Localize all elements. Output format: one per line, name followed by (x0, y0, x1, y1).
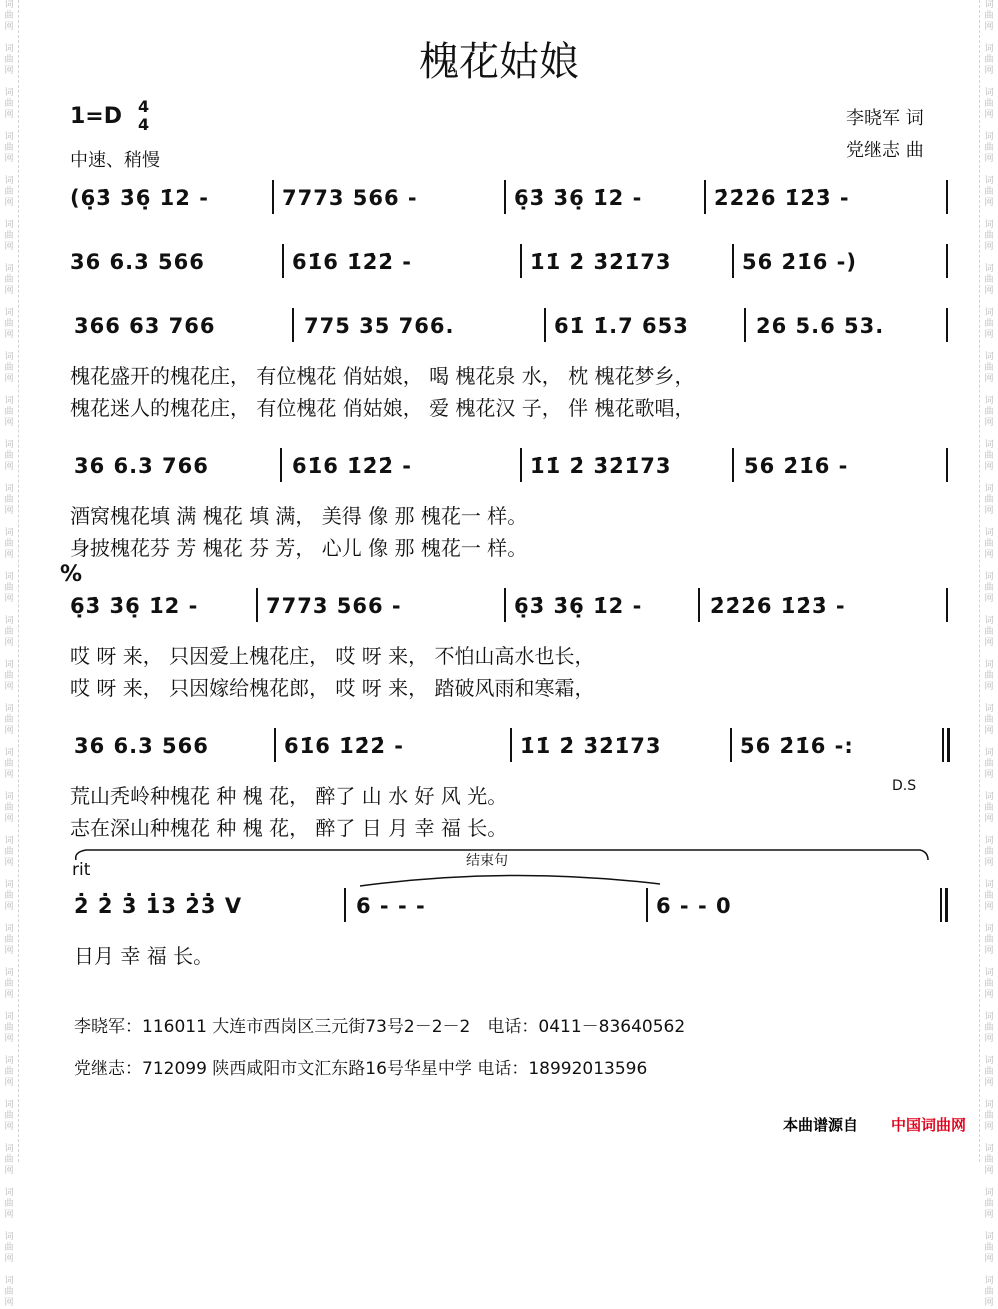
bar-line (940, 888, 942, 922)
measure: 61̇6 1̇2̇2̇ - (292, 250, 413, 274)
bar-line (744, 308, 746, 342)
measure: 26 5.6 53. (756, 314, 885, 338)
contact-composer: 党继志：712099 陕西咸阳市文汇东路16号华星中学 电话：18992013596 (74, 1059, 648, 1079)
measure: 2̇2̇2̇6 1̇2̇3̇ - (714, 186, 850, 210)
time-top: 4 (138, 97, 150, 116)
measure: 6̣3̇ 3̇6̣ 1̇2 - (70, 594, 199, 618)
lyricist-credit: 李晓军 词 (846, 108, 924, 129)
ending-slur (360, 875, 660, 886)
measure: 2̇2̇2̇6 1̇2̇3̇ - (710, 594, 846, 618)
bar-line (520, 448, 522, 482)
bar-line (504, 180, 506, 214)
final-bar-line (945, 888, 948, 922)
source-label: 本曲谱源自 (782, 1116, 858, 1134)
lyric-line: 酒窝槐花填 满 槐花 填 满， 美得 像 那 槐花一 样。 (70, 504, 528, 528)
bar-line (274, 728, 276, 762)
bar-line (282, 244, 284, 278)
measure: 1̇1̇ 2̇ 3̇2̇1̇73 (530, 250, 672, 274)
measure: 7773 566 - (282, 186, 418, 210)
bar-line (646, 888, 648, 922)
measure: 36 6.3 566 (70, 250, 205, 274)
bar-line (946, 180, 948, 214)
bar-line (704, 180, 706, 214)
lyric-line: 哎 呀 来， 只因嫁给槐花郎， 哎 呀 来， 踏破风雨和寒霜， (70, 676, 595, 700)
lyric-line: 槐花盛开的槐花庄， 有位槐花 俏姑娘， 喝 槐花泉 水， 枕 槐花梦乡， (70, 364, 695, 388)
source-site-link[interactable]: 中国词曲网 (890, 1116, 966, 1134)
measure: 56 2̇1̇6 - (744, 454, 849, 478)
bar-line (510, 728, 512, 762)
ds-marking: D.S (892, 778, 917, 794)
bar-line (272, 180, 274, 214)
lyric-line: 槐花迷人的槐花庄， 有位槐花 俏姑娘， 爱 槐花汉 子， 伴 槐花歌唱， (70, 396, 695, 420)
bar-line (256, 588, 258, 622)
bar-line (544, 308, 546, 342)
bar-line (292, 308, 294, 342)
bar-line (946, 588, 948, 622)
measure: 61̇6 1̇2̇2̇ - (284, 734, 405, 758)
segno-sign: % (60, 562, 83, 587)
ending-label: 结束句 (466, 853, 508, 869)
bar-line (732, 448, 734, 482)
bar-line (504, 588, 506, 622)
tempo-marking: 中速、稍慢 (70, 150, 160, 171)
measure: 56 2̇1̇6 -: (740, 734, 854, 758)
measure: 36 6.3 566 (74, 734, 209, 758)
bar-line (946, 244, 948, 278)
contact-lyricist: 李晓军：116011 大连市西岗区三元街73号2－2－2 电话：0411－83640562 (74, 1017, 686, 1037)
composer-credit: 党继志 曲 (846, 140, 924, 161)
bar-line (280, 448, 282, 482)
measure: 366 63 766 (74, 314, 216, 338)
measure: 2̇ 2̇ 3̇ 1̇3 2̇3̇ V (74, 894, 243, 918)
measure: 61̇6 1̇2̇2̇ - (292, 454, 413, 478)
measure: 6 - - - (356, 894, 426, 918)
time-bottom: 4 (138, 115, 150, 134)
left-watermark-strip: 词 曲 网 词 曲 网 词 曲 网 词 曲 网 词 曲 网 词 曲 网 词 曲 网 词 曲 网 词 曲 网 词 曲 网 词 曲 网 词 曲 网 词 曲 网 词 曲 网 词 曲 网 词 曲 网 词 曲 网 词 曲 网 词 曲 网 词 曲 网 词 曲 网 词 曲 网 词 曲 网 词 曲 网 词 曲 网 词 曲 网 词 曲 网 词 曲 网 词 曲 网 词 曲 网 (0, 0, 19, 1162)
measure: 1̇1̇ 2̇ 3̇2̇1̇73 (520, 734, 662, 758)
lyric-line: 荒山秃岭种槐花 种 槐 花， 醉了 山 水 好 风 光。 (70, 784, 508, 808)
bar-line (344, 888, 346, 922)
key-signature: 1=D (70, 104, 123, 129)
final-bar-line (947, 728, 950, 762)
bar-line (520, 244, 522, 278)
bar-line (942, 728, 944, 762)
lyric-line: 日月 幸 福 长。 (74, 944, 214, 968)
measure: 1̇1̇ 2̇ 3̇2̇1̇73 (530, 454, 672, 478)
lyric-line: 志在深山种槐花 种 槐 花， 醉了 日 月 幸 福 长。 (70, 816, 508, 840)
time-signature (138, 98, 149, 134)
bar-line (732, 244, 734, 278)
measure: 6̣3̇ 3̇6̣ 1̇2 - (514, 186, 643, 210)
measure: 775 35 766. (304, 314, 455, 338)
bar-line (698, 588, 700, 622)
page-title: 槐花姑娘 (419, 39, 579, 85)
rit-marking: rit (72, 860, 91, 880)
measure: (6̣3̇ 3̇6̣ 1̇2 - (70, 186, 209, 210)
measure: 61̇ 1̇.7 653 (554, 314, 689, 338)
lyric-line: 身披槐花芬 芳 槐花 芬 芳， 心儿 像 那 槐花一 样。 (70, 536, 528, 560)
measure: 36 6.3 766 (74, 454, 209, 478)
measure: 6̣3̇ 3̇6̣ 1̇2 - (514, 594, 643, 618)
bar-line (946, 448, 948, 482)
bar-line (946, 308, 948, 342)
measure: 56 2̇1̇6 -) (742, 250, 857, 274)
measure: 7773 566 - (266, 594, 402, 618)
right-watermark-strip: 词 曲 网 词 曲 网 词 曲 网 词 曲 网 词 曲 网 词 曲 网 词 曲 网 词 曲 网 词 曲 网 词 曲 网 词 曲 网 词 曲 网 词 曲 网 词 曲 网 词 曲 网 词 曲 网 词 曲 网 词 曲 网 词 曲 网 词 曲 网 词 曲 网 词 曲 网 词 曲 网 词 曲 网 词 曲 网 词 曲 网 词 曲 网 词 曲 网 词 曲 网 词 曲 网 (979, 0, 998, 1162)
bar-line (730, 728, 732, 762)
lyric-line: 哎 呀 来， 只因爱上槐花庄， 哎 呀 来， 不怕山高水也长， (70, 644, 595, 668)
measure: 6 - - 0 (656, 894, 732, 918)
